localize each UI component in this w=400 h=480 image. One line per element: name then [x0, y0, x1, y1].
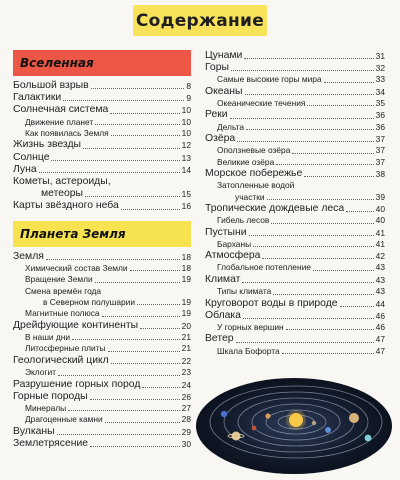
toc-entry-title: У горных вершин	[217, 321, 284, 332]
toc-entry[interactable]	[205, 168, 385, 180]
toc-entry-title: Кометы, астероиды,	[13, 176, 111, 188]
toc-entry[interactable]	[13, 379, 191, 391]
dot-leader	[253, 246, 374, 247]
toc-entry[interactable]	[13, 355, 191, 367]
page-number: 44	[375, 298, 385, 309]
toc-entry[interactable]	[205, 50, 385, 62]
section-heading-universe[interactable]: Вселенная	[13, 50, 191, 76]
toc-entry-title: Великие озёра	[217, 156, 275, 167]
dot-leader	[68, 410, 180, 411]
toc-entry[interactable]	[13, 80, 191, 92]
dot-leader	[63, 100, 184, 101]
dot-leader	[230, 118, 374, 119]
page-number: 37	[375, 156, 385, 167]
toc-entry-title: Пустыни	[205, 226, 247, 238]
toc-entry[interactable]	[205, 346, 385, 357]
page-number: 40	[375, 204, 385, 215]
page-number: 15	[181, 189, 191, 200]
toc-entry-title: Гибель лесов	[217, 215, 270, 226]
page-number: 43	[375, 286, 385, 297]
toc-entry[interactable]	[205, 274, 385, 286]
toc-entry-title: Реки	[205, 109, 228, 121]
page-number: 19	[181, 274, 191, 285]
dot-leader	[242, 282, 373, 283]
dot-leader	[324, 82, 374, 83]
toc-entry-title: Типы климата	[217, 286, 272, 297]
toc-entry[interactable]	[13, 128, 191, 139]
page-number: 47	[375, 334, 385, 345]
dot-leader	[267, 199, 374, 200]
toc-entry-title: Магнитные полюса	[25, 308, 100, 319]
toc-entry-title: В наши дни	[25, 332, 71, 343]
toc-entry-title: Землетрясение	[13, 437, 89, 449]
toc-entry[interactable]	[205, 227, 385, 239]
toc-entry-title: Разрушение горных пород	[13, 378, 141, 390]
toc-entry[interactable]	[205, 157, 385, 168]
toc-entry-title: Цунами	[205, 50, 243, 61]
page-number: 36	[375, 121, 385, 132]
toc-entry-title: Тропические дождевые леса	[205, 203, 345, 215]
page-number: 21	[181, 332, 191, 343]
toc-entry[interactable]	[205, 62, 385, 74]
toc-entry[interactable]	[205, 109, 385, 121]
toc-entry[interactable]	[13, 274, 191, 285]
page-number: 21	[181, 343, 191, 354]
page-number: 28	[181, 414, 191, 425]
toc-entry[interactable]	[13, 188, 191, 200]
dot-leader	[262, 258, 373, 259]
toc-entry-title: Земля	[13, 250, 44, 262]
page-number: 35	[375, 98, 385, 109]
dot-leader	[58, 375, 180, 376]
toc-list-universe	[13, 80, 191, 213]
toc-entry[interactable]	[205, 298, 385, 310]
page-number: 27	[181, 402, 191, 413]
page-number: 36	[375, 110, 385, 121]
toc-entry-title: Горные породы	[13, 390, 88, 402]
toc-entry-title: Глобальное потепление	[217, 262, 311, 273]
toc-entry-title: Галактики	[13, 92, 62, 104]
page-number: 10	[181, 105, 191, 116]
toc-entry-title: Карты звёздного неба	[13, 200, 119, 212]
toc-entry[interactable]	[13, 297, 191, 308]
dot-leader	[276, 164, 373, 165]
dot-leader	[111, 135, 180, 136]
toc-left-column	[13, 50, 191, 450]
dot-leader	[111, 363, 180, 364]
dot-leader	[142, 387, 179, 388]
toc-entry[interactable]	[205, 122, 385, 133]
page-number: 31	[375, 51, 385, 61]
toc-entry-title: Вращение Земли	[25, 274, 93, 285]
page-number: 34	[375, 86, 385, 97]
page-number: 9	[186, 93, 191, 104]
dot-leader	[292, 153, 373, 154]
dot-leader	[282, 353, 374, 354]
toc-entry[interactable]	[13, 391, 191, 403]
toc-entry-title: Ветер	[205, 333, 234, 345]
dot-leader	[72, 339, 180, 340]
dot-leader	[286, 329, 374, 330]
toc-list-planet-earth	[13, 251, 191, 450]
page-title: Содержание	[133, 5, 267, 36]
dot-leader	[313, 270, 374, 271]
toc-list-continued	[205, 50, 385, 357]
toc-entry[interactable]	[13, 152, 191, 164]
dot-leader	[102, 316, 180, 317]
toc-entry[interactable]	[13, 308, 191, 319]
toc-entry[interactable]	[205, 310, 385, 322]
page-number: 18	[181, 262, 191, 273]
toc-entry-title: Оползневые озёра	[217, 145, 291, 156]
toc-entry-title: Дельта	[217, 121, 245, 132]
toc-entry[interactable]	[13, 200, 191, 212]
toc-entry[interactable]	[13, 139, 191, 151]
toc-entry-title: Луна	[13, 163, 37, 175]
dot-leader	[243, 318, 374, 319]
toc-entry[interactable]	[205, 322, 385, 333]
page-number: 46	[375, 310, 385, 321]
dot-leader	[130, 270, 180, 271]
page-number: 46	[375, 321, 385, 332]
toc-entry[interactable]	[13, 176, 191, 188]
toc-entry-title: Минералы	[25, 402, 67, 413]
dot-leader	[246, 129, 374, 130]
toc-entry[interactable]	[13, 426, 191, 438]
dot-leader	[249, 235, 374, 236]
toc-entry-title: Океаны	[205, 85, 243, 97]
toc-entry-title: Атмосфера	[205, 250, 261, 262]
toc-entry-title: Химический состав Земли	[25, 262, 128, 273]
dot-leader	[245, 94, 374, 95]
toc-entry-title: Океанические течения	[217, 98, 306, 109]
toc-entry-title: Затопленные водой	[217, 180, 295, 191]
page-number: 37	[375, 134, 385, 145]
toc-entry[interactable]	[13, 438, 191, 450]
page-number: 24	[181, 379, 191, 390]
toc-entry[interactable]	[205, 286, 385, 297]
page-number: 19	[181, 297, 191, 308]
dot-leader	[57, 434, 180, 435]
dot-leader	[140, 328, 180, 329]
page-number: 26	[181, 391, 191, 402]
toc-entry-title: Жизнь звезды	[13, 139, 81, 151]
page-number: 16	[181, 201, 191, 212]
dot-leader	[304, 176, 373, 177]
page-number: 42	[375, 251, 385, 262]
toc-entry-title: Облака	[205, 309, 241, 321]
toc-entry[interactable]	[205, 74, 385, 85]
page-number: 10	[181, 128, 191, 139]
page-number: 13	[181, 152, 191, 163]
toc-entry[interactable]	[13, 414, 191, 425]
toc-entry-title: Драгоценные камни	[25, 414, 103, 425]
toc-entry-title: Как появилась Земля	[25, 128, 109, 139]
dot-leader	[95, 282, 180, 283]
dot-leader	[85, 196, 180, 197]
toc-entry[interactable]	[13, 403, 191, 414]
toc-entry-title: Движение планет	[25, 116, 94, 127]
toc-entry[interactable]	[13, 92, 191, 104]
page-number: 33	[375, 74, 385, 85]
toc-entry-title: Эклогит	[25, 367, 56, 378]
page-number: 12	[181, 140, 191, 151]
toc-entry[interactable]	[205, 333, 385, 345]
page-number: 23	[181, 367, 191, 378]
toc-entry[interactable]	[13, 367, 191, 378]
page-number: 43	[375, 262, 385, 273]
page-number: 22	[181, 355, 191, 366]
toc-entry-title: Литосферные плиты	[25, 343, 106, 354]
toc-entry-title: Дрейфующие континенты	[13, 319, 139, 331]
dot-leader	[90, 399, 180, 400]
page-number: 40	[375, 215, 385, 226]
toc-entry[interactable]	[205, 180, 385, 191]
toc-entry-title: Климат	[205, 273, 241, 285]
page-number: 20	[181, 320, 191, 331]
page-number: 39	[375, 191, 385, 202]
toc-entry-title: Самые высокие горы мира	[217, 74, 322, 85]
toc-entry[interactable]	[205, 262, 385, 273]
dot-leader	[110, 113, 179, 114]
toc-entry[interactable]	[205, 192, 385, 203]
toc-entry-title: метеоры	[41, 188, 84, 200]
toc-entry[interactable]	[205, 98, 385, 109]
toc-entry[interactable]	[205, 133, 385, 145]
toc-entry[interactable]	[205, 203, 385, 215]
page-number: 29	[181, 426, 191, 437]
toc-entry-title: Солнечная система	[13, 104, 109, 116]
toc-entry-title: Большой взрыв	[13, 80, 89, 91]
dot-leader	[271, 223, 373, 224]
toc-entry-title: Солнце	[13, 151, 50, 163]
page-number: 38	[375, 169, 385, 180]
toc-entry-title: Горы	[205, 62, 229, 74]
toc-entry-title: участки	[235, 191, 265, 202]
dot-leader	[236, 342, 374, 343]
dot-leader	[83, 148, 180, 149]
toc-entry-title: Барханы	[217, 238, 252, 249]
solar-system-illustration	[196, 378, 392, 474]
toc-entry[interactable]	[205, 239, 385, 250]
section-heading-planet-earth[interactable]: Планета Земля	[13, 221, 191, 247]
dot-leader	[95, 124, 179, 125]
toc-entry-title: Круговорот воды в природе	[205, 297, 338, 309]
toc-entry[interactable]	[13, 117, 191, 128]
dot-leader	[137, 304, 180, 305]
page-number: 10	[181, 116, 191, 127]
toc-entry[interactable]	[205, 145, 385, 156]
page-number: 19	[181, 308, 191, 319]
toc-entry[interactable]	[13, 263, 191, 274]
toc-entry[interactable]	[205, 86, 385, 98]
toc-entry[interactable]	[205, 215, 385, 226]
page-number: 41	[375, 238, 385, 249]
dot-leader	[307, 105, 373, 106]
toc-entry[interactable]	[13, 104, 191, 116]
toc-entry[interactable]	[13, 164, 191, 176]
toc-entry[interactable]	[13, 332, 191, 343]
dot-leader	[231, 70, 374, 71]
toc-entry-title: Озёра	[205, 133, 236, 145]
dot-leader	[244, 58, 373, 59]
page-number: 8	[186, 81, 191, 91]
dot-leader	[51, 160, 179, 161]
toc-right-column	[205, 50, 385, 357]
dot-leader	[340, 306, 374, 307]
dot-leader	[91, 88, 185, 89]
dot-leader	[237, 141, 373, 142]
toc-entry[interactable]	[13, 343, 191, 354]
toc-entry[interactable]	[13, 251, 191, 263]
page-number: 37	[375, 145, 385, 156]
toc-entry-title: Геологический цикл	[13, 354, 109, 366]
toc-entry-title: в Северном полушарии	[43, 297, 135, 308]
page-number: 41	[375, 227, 385, 238]
toc-entry-title: Вулканы	[13, 425, 55, 437]
dot-leader	[121, 209, 180, 210]
dot-leader	[273, 294, 373, 295]
page-number: 30	[181, 438, 191, 449]
page-number: 14	[181, 164, 191, 175]
dot-leader	[346, 211, 374, 212]
dot-leader	[108, 351, 180, 352]
toc-entry-title: Морское побережье	[205, 168, 303, 180]
toc-entry[interactable]	[205, 250, 385, 262]
page-number: 43	[375, 274, 385, 285]
page-number: 18	[181, 251, 191, 262]
page-number: 47	[375, 345, 385, 356]
dot-leader	[46, 259, 180, 260]
dot-leader	[90, 446, 180, 447]
toc-entry[interactable]	[13, 320, 191, 332]
dot-leader	[105, 422, 180, 423]
dot-leader	[39, 172, 180, 173]
toc-entry-title: Шкала Бофорта	[217, 345, 280, 356]
page-number: 32	[375, 63, 385, 74]
toc-entry-title: Смена времён года	[25, 285, 102, 296]
toc-entry[interactable]	[13, 286, 191, 297]
